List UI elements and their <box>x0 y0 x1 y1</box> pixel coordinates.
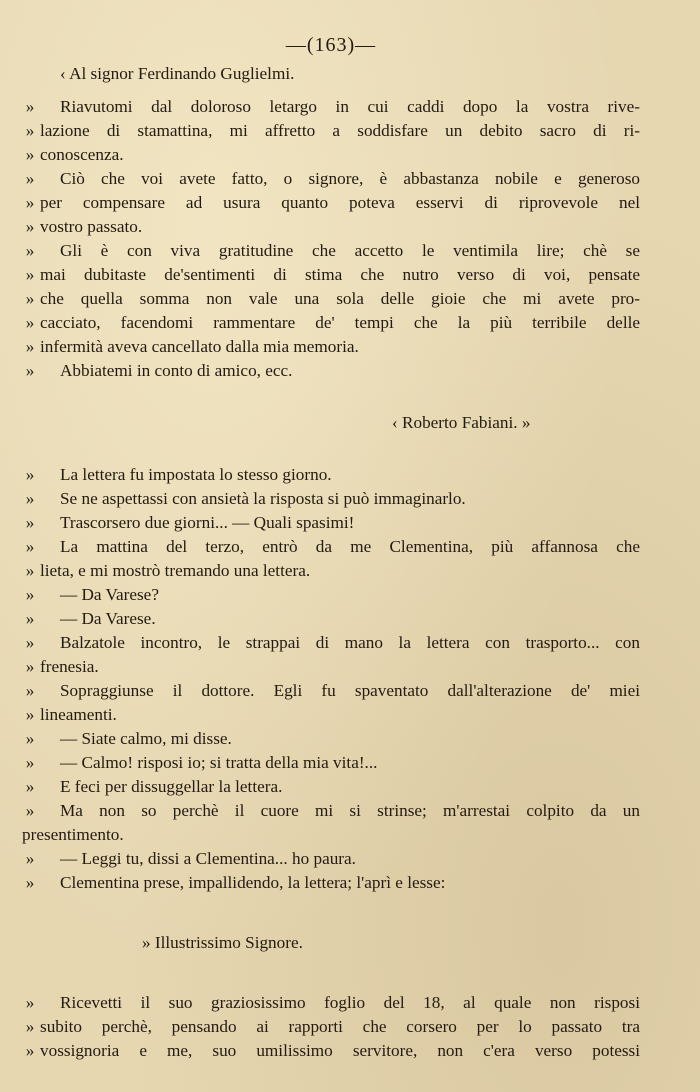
text-line <box>22 311 640 335</box>
text-line <box>22 95 640 119</box>
quote-mark: » <box>25 1017 35 1036</box>
page-number: —(163)— <box>285 34 377 56</box>
line-text: Clementina prese, impallidendo, la lettera; l'aprì e lesse: <box>60 873 446 892</box>
line-text: ‹ Al signor Ferdinando Guglielmi. <box>60 64 295 83</box>
quote-mark: » <box>25 337 35 356</box>
text-line <box>22 487 640 511</box>
line-text: Abbiatemi in conto di amico, ecc. <box>60 361 293 380</box>
quote-mark: » <box>25 705 35 724</box>
text-line <box>22 775 640 799</box>
text-line <box>22 239 640 263</box>
quote-mark: » <box>25 289 35 308</box>
line-text: Gli è con viva gratitudine che accetto le ventimila lire; chè se <box>60 241 640 260</box>
quote-mark: » <box>25 361 35 380</box>
quote-mark: » <box>25 873 35 892</box>
text-line <box>22 655 640 679</box>
quote-mark: » <box>25 753 35 772</box>
line-text: vossignoria e me, suo umilissimo servitore, non c'era verso potessi <box>40 1041 640 1060</box>
line-text: presentimento. <box>22 825 124 844</box>
line-text: Sopraggiunse il dottore. Egli fu spaventato dall'alterazione de' miei <box>60 681 640 700</box>
text-line <box>22 823 640 847</box>
text-line <box>22 511 640 535</box>
line-text: Ciò che voi avete fatto, o signore, è abbastanza nobile e generoso <box>60 169 640 188</box>
line-text: Balzatole incontro, le strappai di mano la lettera con trasporto... con <box>60 633 640 652</box>
quote-mark: » <box>25 777 35 796</box>
text-line <box>22 215 640 239</box>
line-text: lieta, e mi mostrò tremando una lettera. <box>40 561 311 580</box>
blank-space <box>22 435 640 463</box>
quote-mark: » <box>25 561 35 580</box>
line-text: lazione di stamattina, mi affretto a soddisfare un debito sacro di ri- <box>40 121 640 140</box>
quote-mark: » <box>25 609 35 628</box>
blank-space <box>22 383 640 411</box>
blank-space <box>22 955 640 991</box>
text-line <box>22 535 640 559</box>
line-text: conoscenza. <box>40 145 124 164</box>
line-text: La mattina del terzo, entrò da me Clementina, più affannosa che <box>60 537 640 556</box>
text-line <box>22 1015 640 1039</box>
line-text: che quella somma non vale una sola delle gioie che mi avete pro- <box>40 289 640 308</box>
line-text: lineamenti. <box>40 705 117 724</box>
text-line <box>22 751 640 775</box>
quote-mark: » <box>25 585 35 604</box>
line-text: Trascorsero due giorni... — Quali spasimi! <box>60 513 355 532</box>
quote-mark: » <box>25 193 35 212</box>
salutation-line <box>22 931 640 955</box>
quote-mark: » <box>25 217 35 236</box>
quote-mark: » <box>25 241 35 260</box>
quote-mark: » <box>25 121 35 140</box>
text-line <box>22 631 640 655</box>
text-line <box>22 62 640 86</box>
text-line <box>22 559 640 583</box>
quote-mark: » <box>25 681 35 700</box>
quote-mark: » <box>25 513 35 532</box>
quote-mark: » <box>25 1041 35 1060</box>
line-text: — Calmo! risposi io; si tratta della mia vita!... <box>60 753 378 772</box>
line-text: — Da Varese? <box>60 585 159 604</box>
line-text: La lettera fu impostata lo stesso giorno. <box>60 465 332 484</box>
text-line <box>22 167 640 191</box>
text-line <box>22 191 640 215</box>
text-line <box>22 1039 640 1063</box>
text-line <box>22 463 640 487</box>
text-line <box>22 703 640 727</box>
text-line <box>22 727 640 751</box>
text-line <box>22 991 640 1015</box>
signature-line <box>22 411 640 435</box>
text-line <box>22 335 640 359</box>
text-line <box>22 799 640 823</box>
text-line <box>22 359 640 383</box>
line-text: — Siate calmo, mi disse. <box>60 729 232 748</box>
line-text: per compensare ad usura quanto poteva esservi di riprovevole nel <box>40 193 640 212</box>
quote-mark: » <box>25 993 35 1012</box>
quote-mark: » <box>25 633 35 652</box>
text-line <box>22 143 640 167</box>
line-text: Ma non so perchè il cuore mi si strinse; m'arrestai colpito da un <box>60 801 640 820</box>
blank-space <box>22 895 640 931</box>
blank-space <box>22 86 640 95</box>
quote-mark: » <box>25 97 35 116</box>
text-line <box>22 287 640 311</box>
text-line <box>22 679 640 703</box>
line-text: Riavutomi dal doloroso letargo in cui caddi dopo la vostra rive- <box>60 97 640 116</box>
line-text: » Illustrissimo Signore. <box>142 933 303 952</box>
text-line <box>22 847 640 871</box>
quote-mark: » <box>25 729 35 748</box>
quote-mark: » <box>25 313 35 332</box>
quote-mark: » <box>25 849 35 868</box>
line-text: Ricevetti il suo graziosissimo foglio del 18, al quale non risposi <box>60 993 640 1012</box>
text-line <box>22 119 640 143</box>
line-text: cacciato, facendomi rammentare de' tempi che la più terribile delle <box>40 313 640 332</box>
quote-mark: » <box>25 801 35 820</box>
line-text: frenesia. <box>40 657 99 676</box>
line-text: infermità aveva cancellato dalla mia memoria. <box>40 337 359 356</box>
line-text: mai dubitaste de'sentimenti di stima che nutro verso di voi, pensate <box>40 265 640 284</box>
page-body <box>22 62 640 1063</box>
quote-mark: » <box>25 265 35 284</box>
text-line <box>22 607 640 631</box>
quote-mark: » <box>25 169 35 188</box>
quote-mark: » <box>25 465 35 484</box>
text-line <box>22 263 640 287</box>
line-text: ‹ Roberto Fabiani. » <box>392 413 531 432</box>
quote-mark: » <box>25 489 35 508</box>
line-text: — Leggi tu, dissi a Clementina... ho paura. <box>60 849 356 868</box>
line-text: E feci per dissuggellar la lettera. <box>60 777 283 796</box>
line-text: — Da Varese. <box>60 609 156 628</box>
quote-mark: » <box>25 657 35 676</box>
text-line <box>22 871 640 895</box>
line-text: subito perchè, pensando ai rapporti che corsero per lo passato tra <box>40 1017 640 1036</box>
line-text: Se ne aspettassi con ansietà la risposta si può immaginarlo. <box>60 489 466 508</box>
quote-mark: » <box>25 145 35 164</box>
quote-mark: » <box>25 537 35 556</box>
line-text: vostro passato. <box>40 217 143 236</box>
text-line <box>22 583 640 607</box>
